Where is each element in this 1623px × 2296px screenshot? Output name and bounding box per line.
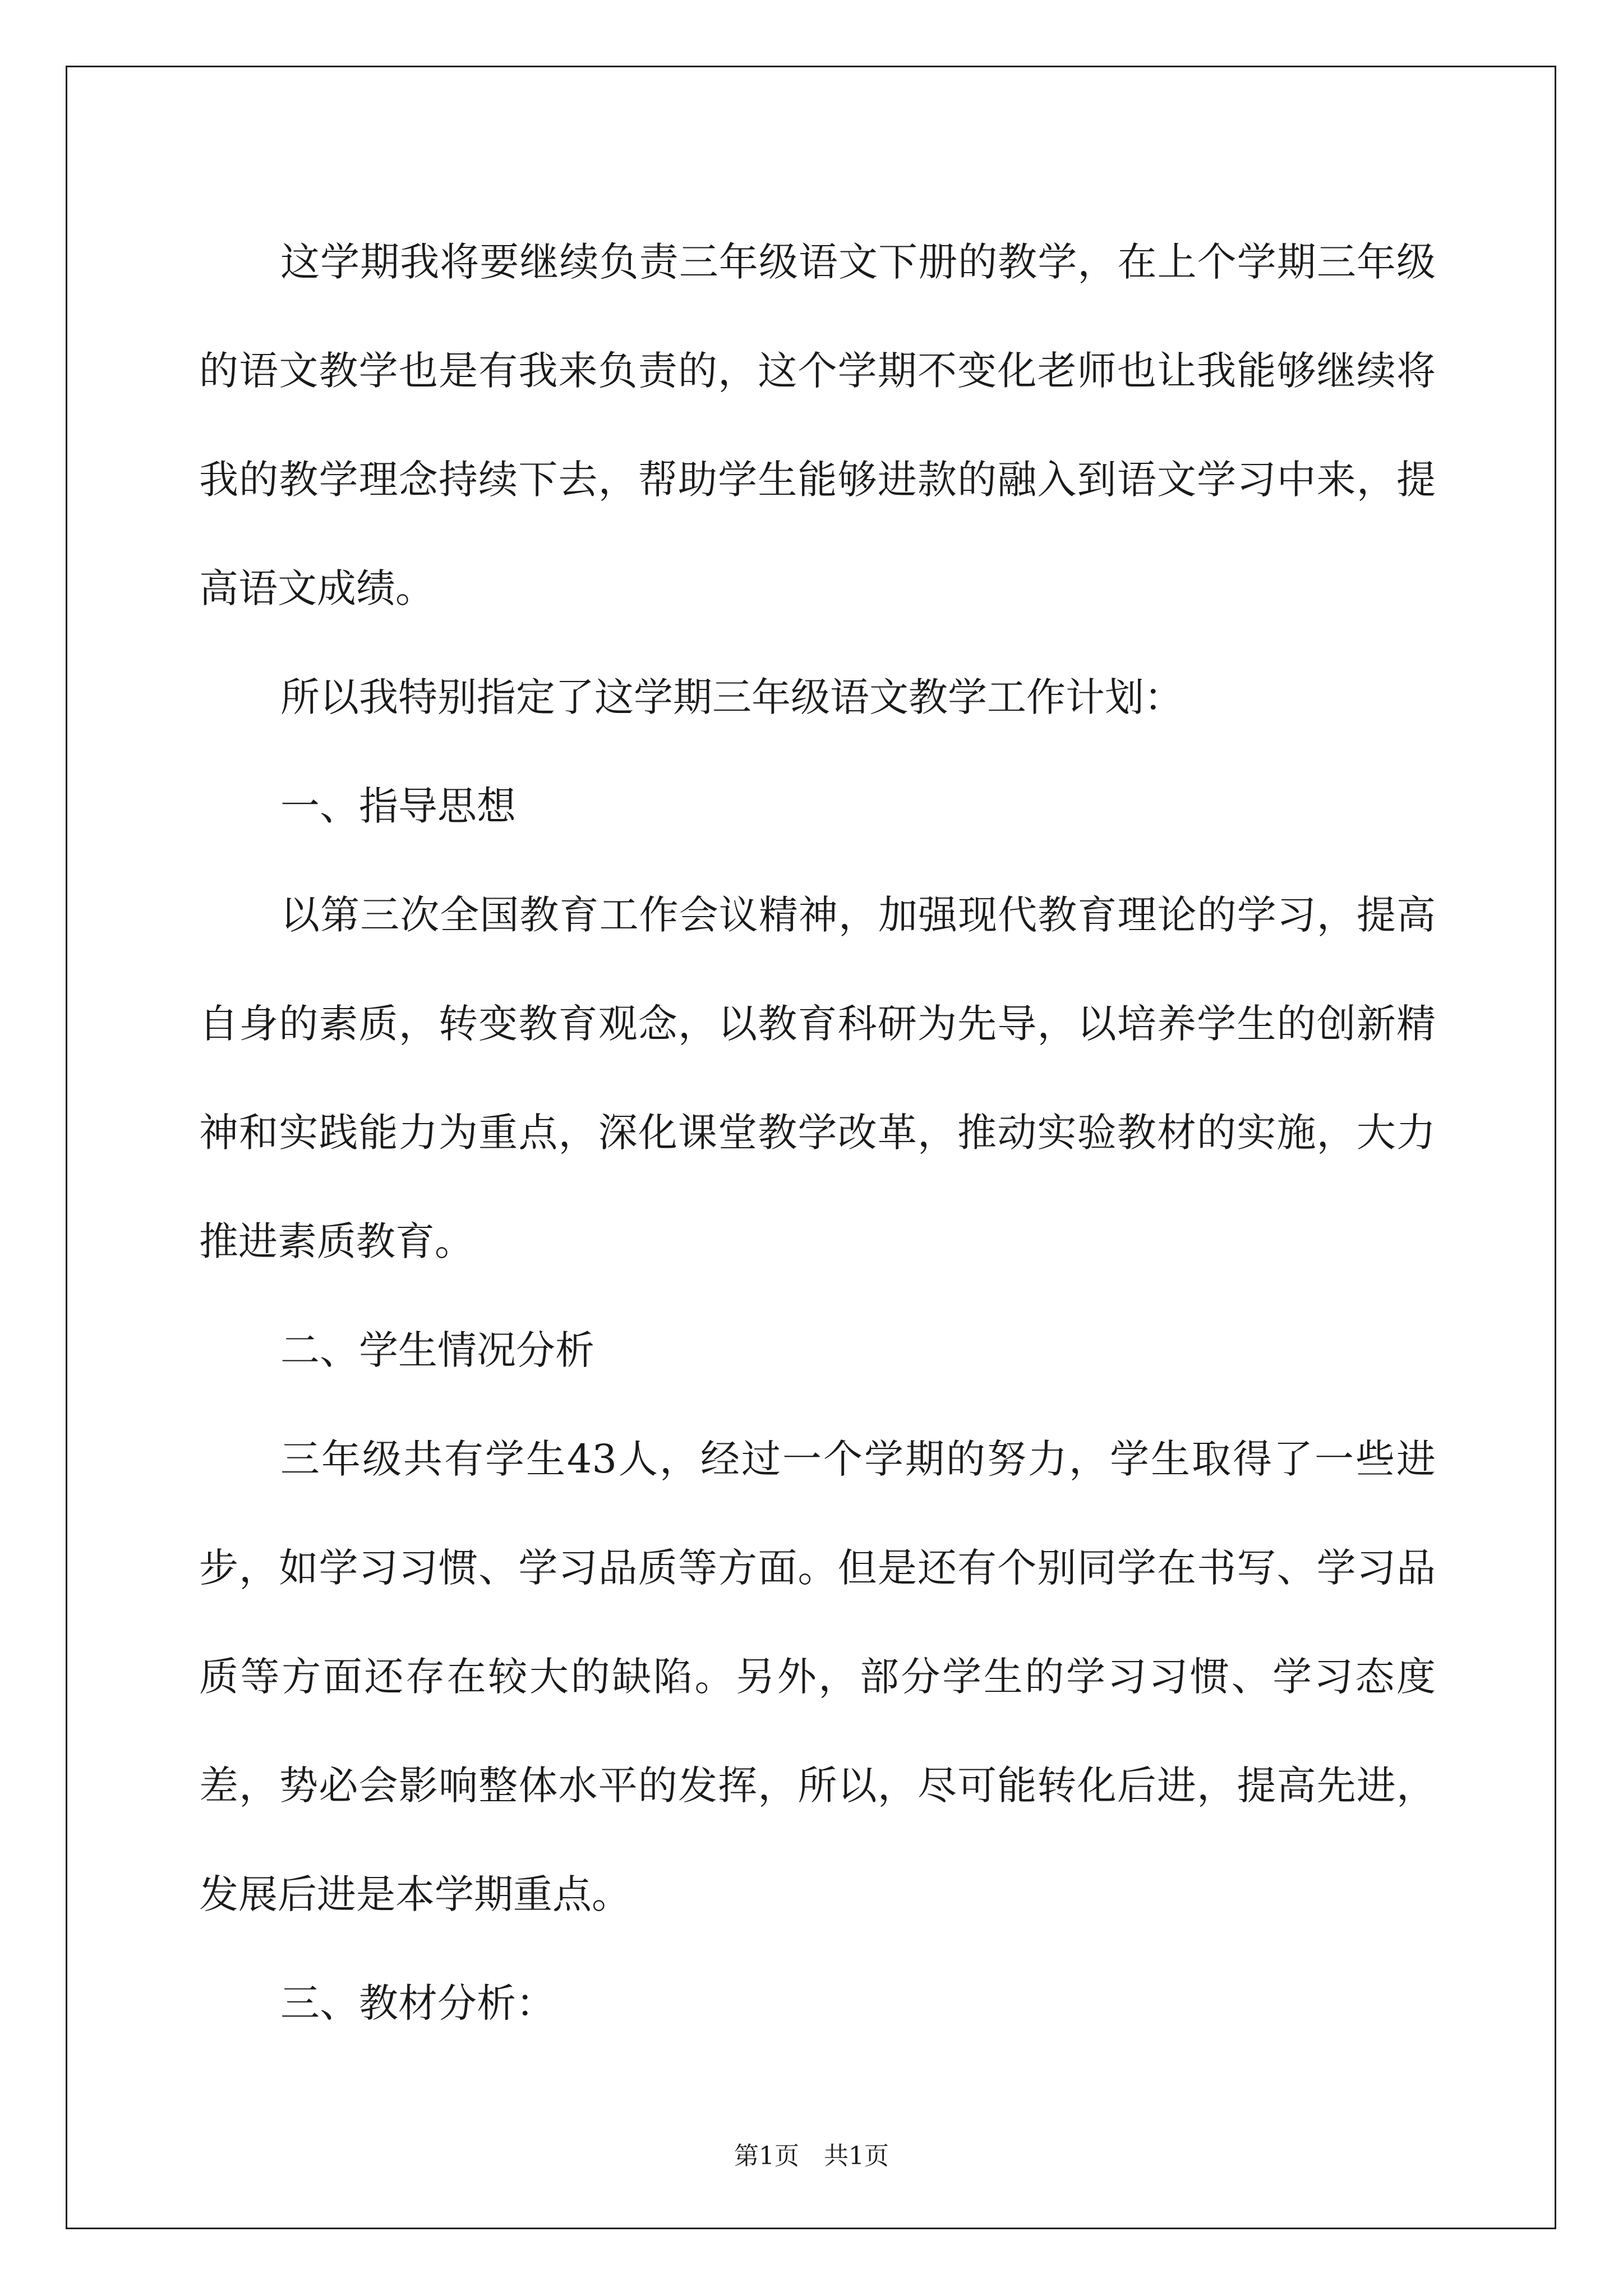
document-body bbox=[199, 208, 1436, 2058]
paragraph-plan-lead: 所以我特别指定了这学期三年级语文教学工作计划： bbox=[280, 674, 1183, 720]
section-heading-textbook-analysis: 三、教材分析： bbox=[280, 1980, 555, 2026]
section-heading-student-analysis: 二、学生情况分析 bbox=[280, 1327, 594, 1373]
paragraph-student-analysis: 三年级共有学生43人，经过一个学期的努力，学生取得了一些进步，如学习习惯、学习品质等方面。但是还有个别同学在书写、学习品质等方面还存在较大的缺陷。另外，部分学生的学习习惯、学习态度差，势必会影响整体水平的发挥，所以，尽可能转化后进，提高先进，发展后进是本学期重点。 bbox=[199, 1436, 1436, 1917]
page-number-footer: 第1页 共1页 bbox=[734, 2142, 889, 2170]
paragraph-intro: 这学期我将要继续负责三年级语文下册的教学，在上个学期三年级的语文教学也是有我来负责的，这个学期不变化老师也让我能够继续将我的教学理念持续下去，帮助学生能够进款的融入到语文学习中来，提高语文成绩。 bbox=[199, 239, 1436, 611]
section-heading-guiding-ideology: 一、指导思想 bbox=[280, 783, 516, 829]
paragraph-guiding-ideology: 以第三次全国教育工作会议精神，加强现代教育理论的学习，提高自身的素质，转变教育观念，以教育科研为先导，以培养学生的创新精神和实践能力为重点，深化课堂教学改革，推动实验教材的实施，大力推进素质教育。 bbox=[199, 892, 1436, 1264]
